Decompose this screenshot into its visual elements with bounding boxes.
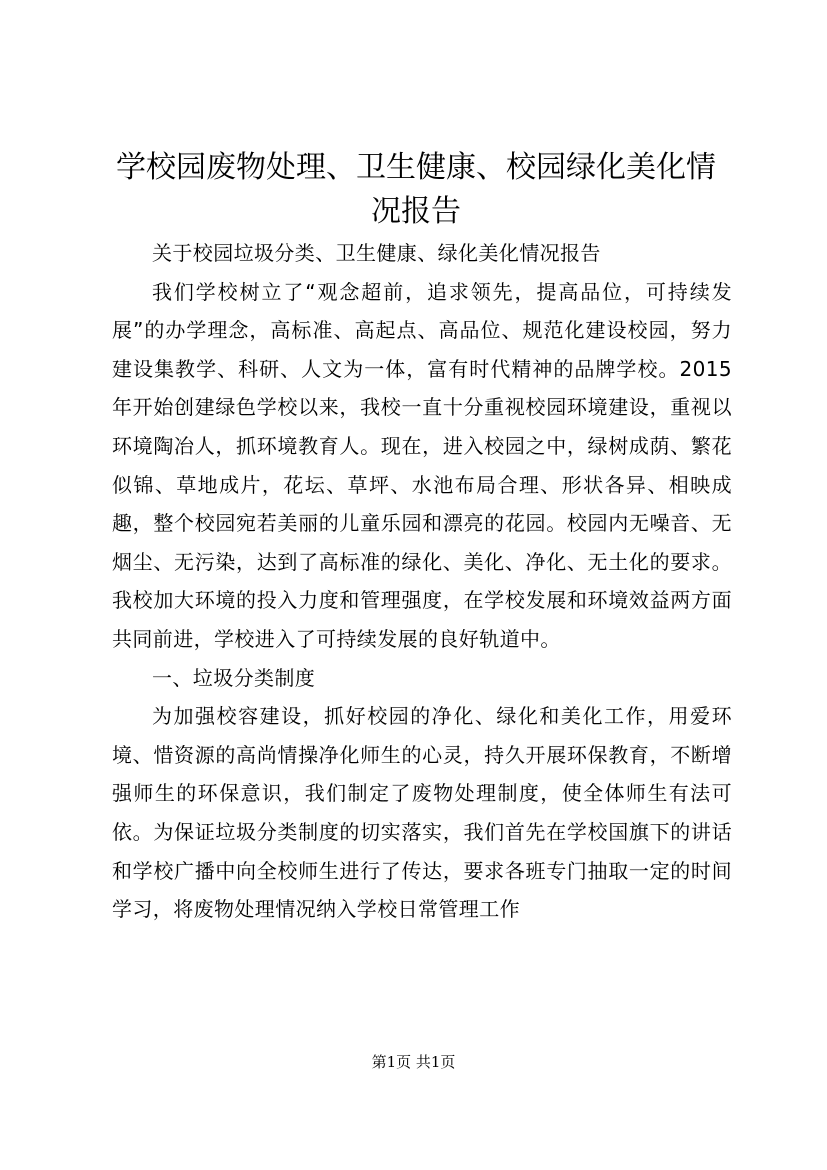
section-heading: 一、垃圾分类制度 (152, 665, 316, 690)
document-title: 学校园废物处理、卫生健康、校园绿化美化情况报告 (116, 150, 716, 229)
paragraph-subtitle: 关于校园垃圾分类、卫生健康、绿化美化情况报告 (152, 241, 601, 265)
document-body (112, 234, 732, 929)
page-footer: 第1页 共1页 (371, 1053, 456, 1071)
paragraph-intro: 我们学校树立了“观念超前，追求领先，提高品位，可持续发展”的办学理念，高标准、高起点、高品位、规范化建设校园，努力建设集教学、科研、人文为一体，富有时代精神的品牌学校。2015年开始创建绿色学校以来，我校一直十分重视校园环境建设，重视以环境陶冶人，抓环境教育人。现在，进入校园之中，绿树成荫、繁花似锦、草地成片，花坛、草坪、水池布局合理、形状各异、相映成趣，整个校园宛若美丽的儿童乐园和漂亮的花园。校园内无噪音、无烟尘、无污染，达到了高标准的绿化、美化、净化、无土化的要求。我校加大环境的投入力度和管理强度，在学校发展和环境效益两方面共同前进，学校进入了可持续发展的良好轨道中。 (112, 279, 732, 651)
paragraph-section-body: 为加强校容建设，抓好校园的净化、绿化和美化工作，用爱环境、惜资源的高尚情操净化师生的心灵，持久开展环保教育，不断增强师生的环保意识，我们制定了废物处理制度，使全体师生有法可依。为保证垃圾分类制度的切实落实，我们首先在学校国旗下的讲话和学校广播中向全校师生进行了传达，要求各班专门抽取一定的时间学习，将废物处理情况纳入学校日常管理工作 (112, 704, 732, 922)
